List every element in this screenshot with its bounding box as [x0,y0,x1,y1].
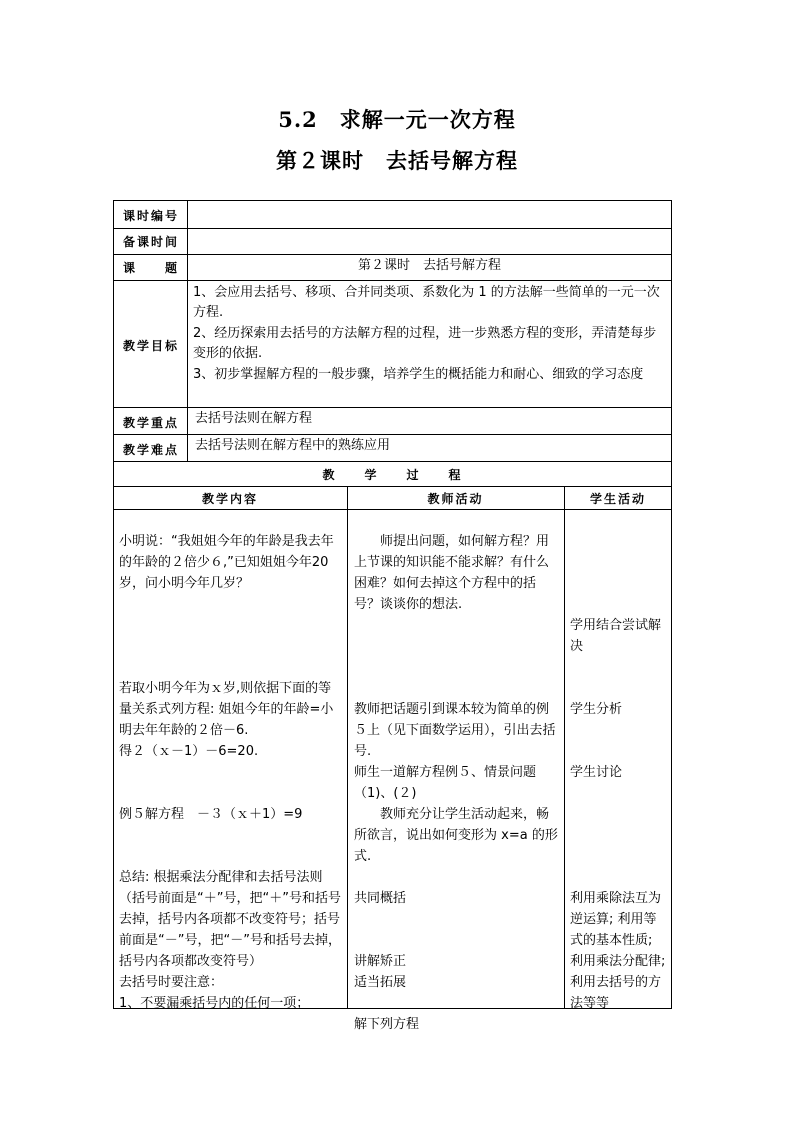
prep-time-label: 备课时间 [123,235,180,249]
topic-value: 第２课时 去括号解方程 [357,258,501,273]
section-title: 5.2 求解一元一次方程 [278,107,516,132]
goal-item: 1、会应用去括号、移项、合并同类项、系数化为 1 的方法解一些简单的一元一次方程. [193,285,660,320]
row-divider [113,486,672,487]
row-divider [113,280,672,281]
lesson-number-label: 课时编号 [123,209,180,223]
teacher-activity: 师提出问题，如何解方程？用上节课的知识能不能求解？有什么困难？如何去掉这个方程中的括号？谈谈你的想法. 教师把话题引到课本较为简单的例５上（见下面数学运用），引出去括号. 师生一道解方程例５、情景问题（1)、(２) 教师充分让学生活动起来，畅所欲言，说出如何变形为 x=a 的形式. 共同概括 讲解矫正 适当拓展 解下列方程 [354,534,558,1032]
lesson-title: 第２课时 去括号解方程 [276,148,518,173]
process-header: 教 学 过 程 [322,468,463,482]
student-activity: 学用结合尝试解决 学生分析 学生讨论 利用乘除法互为逆运算; 利用等式的基本性质; 利用乘法分配律; 利用去括号的方法等等 [570,618,666,1011]
key-point-label: 教学重点 [123,416,180,430]
goals-label: 教学目标 [123,339,180,353]
topic-label: 课 题 [123,261,180,275]
student-column-header: 学生活动 [589,492,646,506]
teaching-content: 小明说：“我姐姐今年的年龄是我去年的年龄的２倍少６,”已知姐姐今年20岁，问小明今年几岁？ 若取小明今年为ｘ岁,则依据下面的等量关系式列方程: 姐姐今年的年龄=小明去年年龄的２倍－6. 得２（ｘ－1）－6=20. 例５解方程 －３（ｘ＋1）=9 总结: 根据乘法分配律和去括号法则（括号前面是“＋”号，把“＋”号和括号去掉，括号内各项都不改变符号；括号前面是“－”号，把“－”号和括号去掉，括号内各项都改变符号） 去括号时要注意： 1、不要漏乘括号内的任何一项； [119,534,341,1011]
difficulty-label: 教学难点 [123,443,180,457]
teacher-column-header: 教师活动 [427,492,484,506]
difficulty-value: 去括号法则在解方程中的熟练应用 [195,438,391,453]
column-divider [347,486,348,1009]
column-divider [564,486,565,1009]
content-column-header: 教学内容 [201,492,258,506]
key-point-value: 去括号法则在解方程 [195,411,313,426]
row-divider [113,509,672,510]
column-divider [187,200,188,461]
row-divider [113,461,672,462]
goal-item: 2、经历探索用去括号的方法解方程的过程，进一步熟悉方程的变形，弄清楚每步变形的依据. [193,326,657,361]
goal-item: 3、初步掌握解方程的一般步骤，培养学生的概括能力和耐心、细致的学习态度 [193,367,644,382]
row-divider [113,228,672,229]
goals-list [193,283,667,385]
